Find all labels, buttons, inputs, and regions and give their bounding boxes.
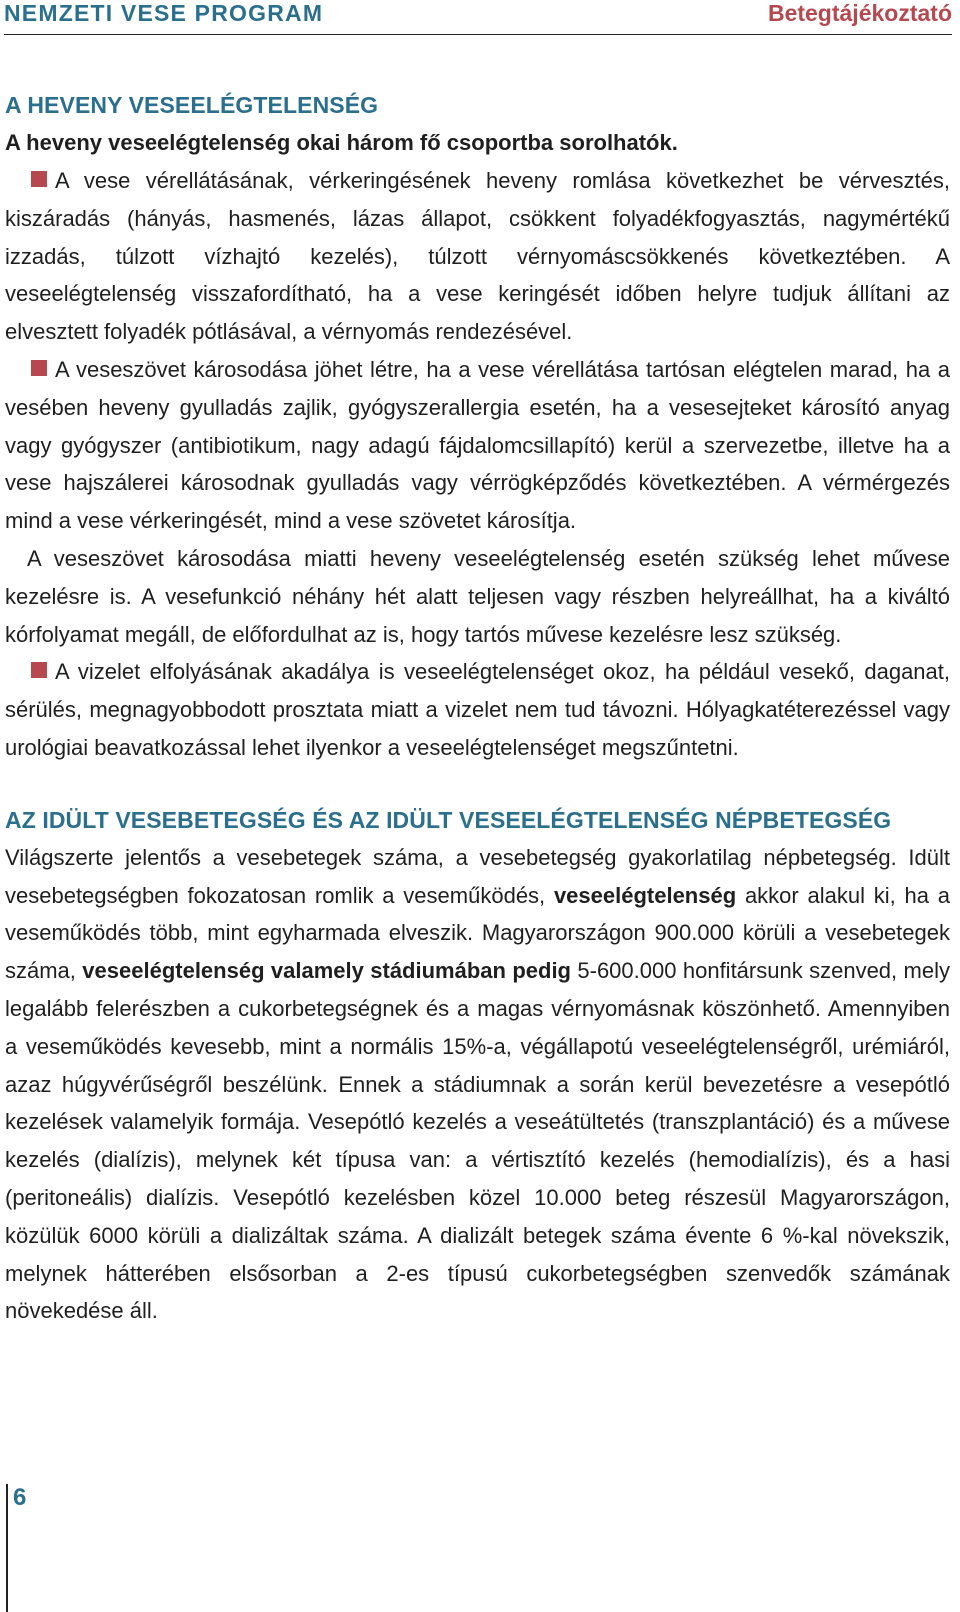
square-bullet-icon	[31, 171, 47, 187]
bullet-paragraph-tissue	[5, 351, 950, 540]
program-name: NEMZETI VESE PROGRAM	[4, 0, 324, 26]
page-header	[4, 0, 952, 35]
paragraph-dialysis-need: A veseszövet károsodása miatti heveny veseelégtelenség esetén szükség lehet művese kezelésre is. A vesefunkció néhány hét alatt teljesen vagy részben helyreállhat, ha a kiváltó kórfolyamat megáll, de előfordulhat az is, hogy tartós művese kezelésre lesz szükség.	[5, 545, 950, 647]
section-title-acute: A HEVENY VESEELÉGTELENSÉG	[5, 92, 379, 118]
section-lead: A heveny veseelégtelenség okai három fő csoportba sorolhatók.	[5, 130, 678, 155]
text-run: akkor alakul ki, ha a veseműködés több, mint egyharmada elveszik. Magyarországon 900.000 körüli a vesebetegek száma,	[5, 882, 950, 984]
bold-term: veseelégtelenség	[553, 882, 737, 908]
document-type: Betegtájékoztató	[767, 0, 952, 26]
bullet-text: A veseszövet károsodása jöhet létre, ha a vese vérellátása tartósan elégtelen marad, ha a vesében heveny gyulladás zajlik, gyógyszerallergia esetén, ha a vesesejteket károsító anyag vagy gyógyszer (antibiotikum, nagy adagú fájdalomcsillapító) kerül a szervezetbe, illetve ha a vese hajszálerei károsodnak gyulladás vagy vérrögképződés következtében. A vérmérgezés mind a vese vérkeringését, mind a vese szövetet károsítja.	[5, 356, 950, 534]
footer-rule	[6, 1484, 8, 1612]
text-run: 5-600.000 honfitársunk szenved, mely legalább felerészben a cukorbetegségnek és a magas vérnyomásnak köszönhető. Amennyiben a veseműködés kevesebb, mint a normális 15%-a, végállapotú veseelégtelenségről, urémiáról, azaz húgyvérűségről beszélünk. Ennek a stádiumnak a során kerül bevezetésre a vesepótló kezelések valamelyik formája. Vesepótló kezelés a veseátültetés (transzplantáció) és a művese kezelés (dialízis), melynek két típusa van: a vértisztító kezelés (hemodialízis), és a hasi (peritoneális) dialízis. Vesepótló kezelésben közel 10.000 beteg részesül Magyarországon, közülük 6000 körüli a dializáltak száma. A dializált betegek száma évente 6 %-kal növekszik, melynek hátterében elsősorban a 2-es típusú cukorbetegségben szenvedők számának növekedése áll.	[5, 958, 950, 1324]
section-title-chronic: AZ IDÜLT VESEBETEGSÉG ÉS AZ IDÜLT VESEELÉGTELENSÉG NÉPBETEGSÉG	[5, 806, 892, 833]
text-run: Világszerte jelentős a vesebetegek száma, a vesebetegség gyakorlatilag népbetegség. Idült vesebetegségben fokozatosan romlik a veseműködés,	[5, 844, 950, 908]
main-content	[5, 86, 950, 1330]
bullet-paragraph-circulation	[5, 162, 950, 351]
square-bullet-icon	[31, 662, 47, 678]
bullet-text: A vese vérellátásának, vérkeringésének heveny romlása következhet be vérvesztés, kiszáradás (hányás, hasmenés, lázas állapot, csökkent folyadékfogyasztás, nagymértékű izzadás, túlzott vízhajtó kezelés), túlzott vérnyomáscsökkenés következtében. A veseelégtelenség visszafordítható, ha a vese keringését időben helyre tudjuk állítani az elvesztett folyadék pótlásával, a vérnyomás rendezésével.	[5, 168, 950, 345]
bullet-text: A vizelet elfolyásának akadálya is veseelégtelenséget okoz, ha például vesekő, daganat, sérülés, megnagyobbodott prosztata miatt a vizelet nem tud távozni. Hólyagkatéterezéssel vagy urológiai beavatkozással lehet ilyenkor a veseelégtelenséget megszűntetni.	[5, 659, 950, 760]
paragraph-chronic	[5, 839, 950, 1330]
bold-phrase: veseelégtelenség valamely stádiumában pedig	[82, 958, 571, 984]
bullet-paragraph-urine	[5, 653, 950, 766]
square-bullet-icon	[31, 360, 47, 376]
page-number: 6	[13, 1484, 27, 1511]
